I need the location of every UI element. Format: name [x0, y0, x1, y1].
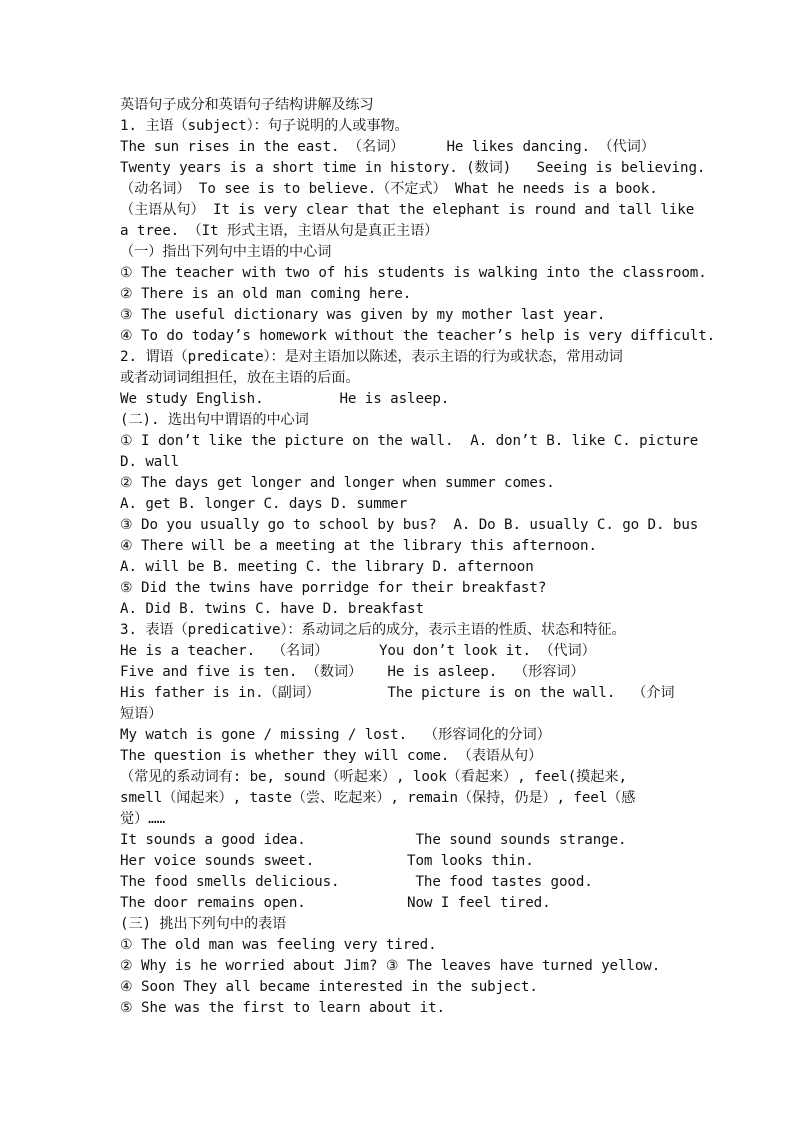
example-line: The door remains open. Now I feel tired. [120, 895, 551, 911]
exercise-item: ⑤ Did the twins have porridge for their breakfast? [120, 580, 547, 596]
exercise-item: ③ Do you usually go to school by bus? A. Do B. usually C. go D. bus [120, 517, 699, 533]
exercise-item: ③ The useful dictionary was given by my mother last year. [120, 307, 606, 323]
text-line: We study English. He is asleep. [120, 391, 450, 407]
example-line: Her voice sounds sweet. Tom looks thin. [120, 853, 534, 869]
text-line: 觉）…… [120, 811, 166, 827]
section-heading-subject: 1. 主语（subject）：句子说明的人或事物。 [120, 118, 409, 134]
text-line: His father is in.（副词） The picture is on the wall. （介词 [120, 685, 675, 701]
text-line: a tree. （It 形式主语，主语从句是真正主语） [120, 223, 439, 239]
example-line: It sounds a good idea. The sound sounds strange. [120, 832, 627, 848]
text-line: 或者动词词组担任，放在主语的后面。 [120, 370, 360, 386]
exercise-heading-1: （一）指出下列句中主语的中心词 [120, 244, 332, 260]
text-line: The sun rises in the east. （名词） He likes dancing. （代词） [120, 139, 655, 155]
exercise-item: ④ To do today’s homework without the teacher’s help is very difficult. [120, 328, 716, 344]
exercise-heading-3: (三) 挑出下列句中的表语 [120, 916, 287, 932]
exercise-item: ② The days get longer and longer when summer comes. [120, 475, 555, 491]
section-heading-predicate: 2. 谓语（predicate）：是对主语加以陈述，表示主语的行为或状态，常用动词 [120, 349, 623, 365]
text-line: My watch is gone / missing / lost. （形容词化的分词） [120, 727, 551, 743]
section-heading-predicative: 3. 表语（predicative）：系动词之后的成分，表示主语的性质、状态和特征。 [120, 622, 626, 638]
text-line: Twenty years is a short time in history. (数词) Seeing is believing. [120, 160, 706, 176]
exercise-item: ④ There will be a meeting at the library this afternoon. [120, 538, 597, 554]
exercise-item: ② There is an old man coming here. [120, 286, 412, 302]
exercise-item: ① The teacher with two of his students is walking into the classroom. [120, 265, 707, 281]
exercise-heading-2: (二). 选出句中谓语的中心词 [120, 412, 309, 428]
exercise-item: ① I don’t like the picture on the wall. A. don’t B. like C. picture [120, 433, 699, 449]
text-line: （主语从句） It is very clear that the elephant is round and tall like [120, 202, 695, 218]
example-line: The food smells delicious. The food tastes good. [120, 874, 593, 890]
text-line: He is a teacher. （名词） You don’t look it. （代词） [120, 643, 596, 659]
exercise-options: D. wall [120, 454, 180, 470]
exercise-item: ④ Soon They all became interested in the subject. [120, 979, 538, 995]
exercise-options: A. get B. longer C. days D. summer [120, 496, 408, 512]
exercise-item: ① The old man was feeling very tired. [120, 937, 437, 953]
text-line: smell（闻起来）, taste（尝、吃起来）, remain（保持，仍是）, feel（感 [120, 790, 636, 806]
text-line: （动名词） To see is to believe.（不定式） What he needs is a book. [120, 181, 658, 197]
text-line: 短语） [120, 706, 163, 722]
document-title: 英语句子成分和英语句子结构讲解及练习 [120, 97, 374, 113]
exercise-options: A. Did B. twins C. have D. breakfast [120, 601, 424, 617]
text-line: The question is whether they will come. （表语从句） [120, 748, 543, 764]
text-line: （常见的系动词有: be, sound（听起来）, look（看起来）, feel(摸起来, [120, 769, 627, 785]
text-line: Five and five is ten. （数词） He is asleep. （形容词） [120, 664, 585, 680]
exercise-item: ⑤ She was the first to learn about it. [120, 1000, 445, 1016]
exercise-options: A. will be B. meeting C. the library D. afternoon [120, 559, 534, 575]
exercise-item: ② Why is he worried about Jim? ③ The leaves have turned yellow. [120, 958, 661, 974]
